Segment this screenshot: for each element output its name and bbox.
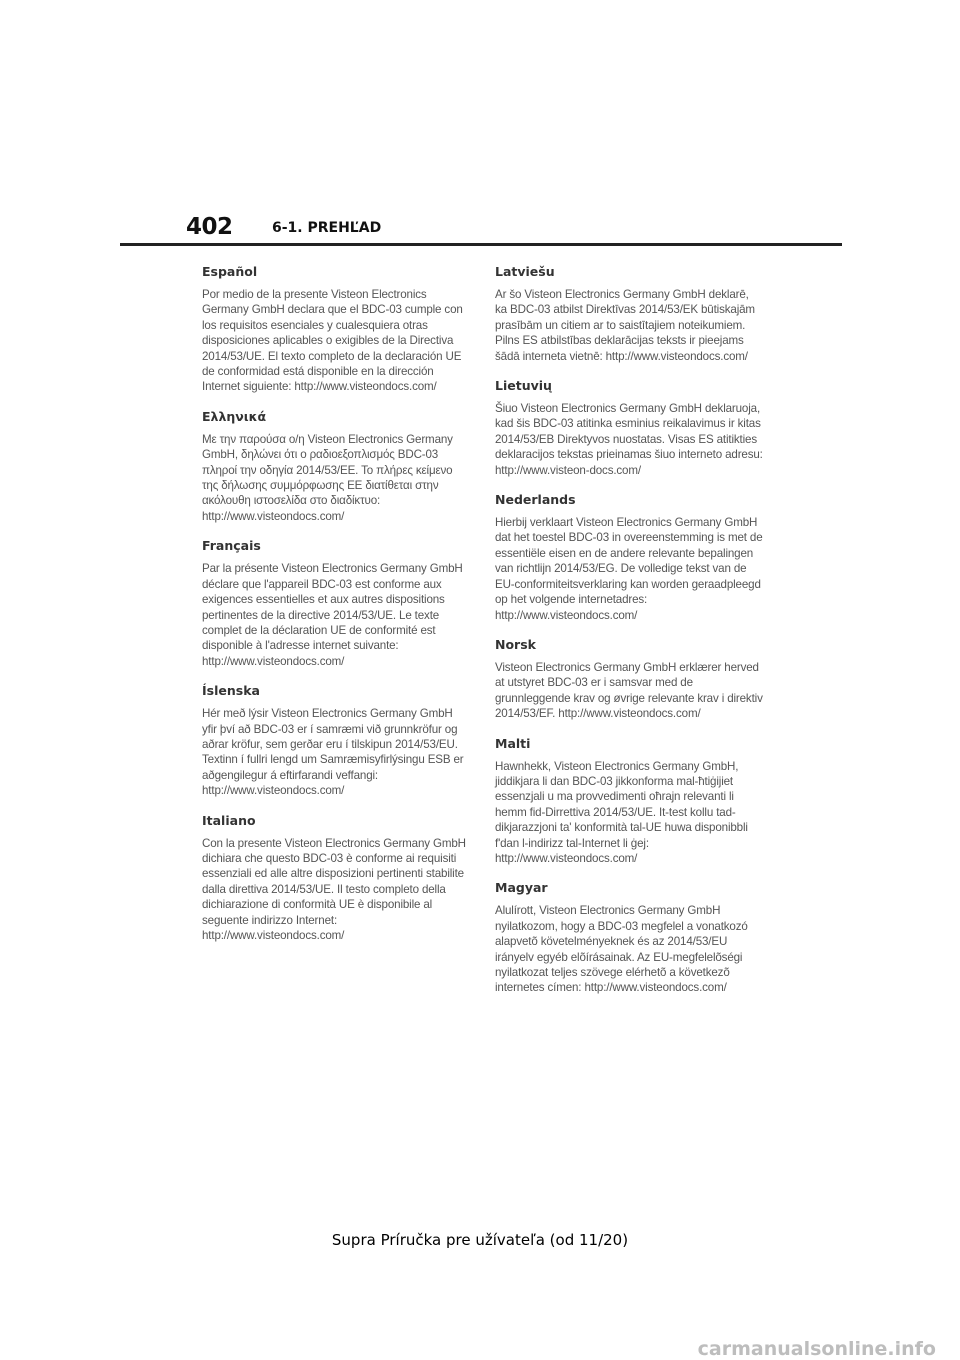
section-title: Magyar (495, 880, 548, 896)
right-column (495, 264, 763, 1010)
section-text: Με την παρούσα ο/η Visteon Electronics Germany GmbH, δηλώνει ότι ο ραδιοεξοπλισμός BDC-03 πληροί την οδηγία 2014/53/ΕΕ. Το πλήρες κείμενο της δήλωσης συμμόρφωσης ΕΕ διατίθεται στην ακόλουθη ιστοσελίδα στο διαδίκτυο: http://www.visteondocs.com/ (202, 432, 453, 523)
section-text: Hierbij verklaart Visteon Electronics Germany GmbH dat het toestel BDC-03 in overeenstemming is met de essentiële eisen en de andere relevante bepalingen van richtlijn 2014/53/EG. De volledige tekst van de EU-conformiteitsverklaring kan worden geraadpleegd op het volgende internetadres: http://www.visteondocs.com/ (495, 516, 763, 622)
section-text: Ar šo Visteon Electronics Germany GmbH deklarē, ka BDC-03 atbilst Direktīvas 2014/53/EK būtiskajām prasībām un citiem ar to saistītajiem noteikumiem. Pilns ES atbilstības deklarācijas teksts ir pieejams šādā interneta vietnē: http://www.visteondocs.com/ (495, 288, 755, 363)
section-title: Latviešu (495, 264, 555, 279)
section-title: Malti (495, 735, 531, 751)
section-ellinika (202, 409, 470, 524)
section-islenska (202, 683, 470, 798)
section-text: Visteon Electronics Germany GmbH erklærer herved at utstyret BDC-03 er i samsvar med de grunnleggende krav og øvrige relevante krav i direktiv 2014/53/EF. http://www.visteondocs.com/ (495, 660, 763, 721)
section-latviesu (495, 264, 763, 364)
section-francais (202, 538, 470, 669)
section-title: Español (202, 264, 258, 279)
section-title: Norsk (495, 636, 536, 652)
section-nederlands (495, 492, 763, 623)
page-number: 402 (186, 214, 233, 240)
header-divider (120, 243, 842, 246)
section-title: Lietuvių (495, 378, 552, 394)
section-text: Hér með lýsir Visteon Electronics Germany GmbH yfir því að BDC-03 er í samræmi við grunnkröfur og aðrar kröfur, sem gerðar eru í tilskipun 2014/53/EU. Textinn í fullri lengd um Samræmisyfirlýsingu ESB er aðgengilegur á eftirfarandi veffangi: http://www.visteondocs.com/ (202, 707, 464, 798)
section-text: Hawnhekk, Visteon Electronics Germany GmbH, jiddikjara li dan BDC-03 jikkonforma mal-ħtiġijiet essenzjali u ma provvedimenti oħrajn relevanti li hemm fid-Dirrettiva 2014/53/UE. It-test kollu tad-dikjarazzjoni ta' konformità tal-UE huwa disponibbli f'dan l-indirizz tal-Internet li ġej: http://www.visteondocs.com/ (495, 759, 748, 865)
section-espanol (202, 264, 470, 395)
section-text: Par la présente Visteon Electronics Germany GmbH déclare que l'appareil BDC-03 est conforme aux exigences essentielles et aux autres dispositions pertinentes de la directive 2014/53/UE. Le texte complet de la déclaration UE de conformité est disponible à l'adresse internet suivante: http://www.visteondocs.com/ (202, 562, 463, 668)
section-norsk (495, 637, 763, 722)
chapter-title: 6-1. PREHĽAD (272, 220, 382, 236)
section-malti (495, 736, 763, 867)
section-text: Alulírott, Visteon Electronics Germany GmbH nyilatkozom, hogy a BDC-03 megfelel a vonatkozó alapvetõ követelményeknek és az 2014/53/EU irányelv egyéb elõírásainak. Az EU-megfelelõségi nyilatkozat teljes szövege elérhetõ a következõ internetes címen: http://www.visteondocs.com/ (495, 904, 748, 995)
section-title: Nederlands (495, 492, 576, 508)
section-text: Šiuo Visteon Electronics Germany GmbH deklaruoja, kad šis BDC-03 atitinka esminius reikalavimus ir kitas 2014/53/EB Direktyvos nuostatas. Visas ES atitikties deklaracijos tekstas prieinamas šiuo interneto adresu: http://www.visteon-docs.com/ (495, 402, 763, 477)
section-title: Ελληνικά (202, 408, 267, 424)
section-magyar (495, 880, 763, 995)
page-footer: Supra Príručka pre užívateľa (od 11/20) (331, 1231, 629, 1249)
section-text: Por medio de la presente Visteon Electronics Germany GmbH declara que el BDC-03 cumple con los requisitos esenciales y cualesquiera otras disposiciones aplicables o exigibles de la Directiva 2014/53/UE. El texto completo de la declaración UE de conformidad está disponible en la dirección Internet siguiente: http://www.visteondocs.com/ (202, 288, 463, 394)
watermark: carmanualsonline.info (697, 1338, 936, 1360)
section-title: Italiano (202, 812, 256, 828)
section-title: Français (202, 538, 261, 554)
section-lietuviu (495, 378, 763, 478)
section-text: Con la presente Visteon Electronics Germany GmbH dichiara che questo BDC-03 è conforme ai requisiti essenziali ed alle altre disposizioni pertinenti stabilite dalla direttiva 2014/53/UE. Il testo completo della dichiarazione di conformità UE è disponibile al seguente indirizzo Internet: http://www.visteondocs.com/ (202, 836, 466, 942)
section-title: Íslenska (202, 683, 260, 699)
left-column (202, 264, 470, 957)
section-italiano (202, 813, 470, 944)
page-header (0, 0, 960, 250)
